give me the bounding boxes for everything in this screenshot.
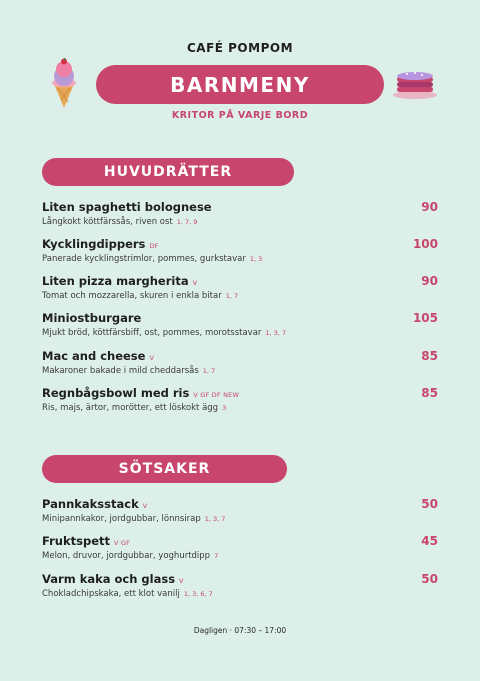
item-price: 50	[421, 572, 438, 586]
item-price: 85	[421, 386, 438, 400]
menu-subtitle: KRITOR PÅ VARJE BORD	[171, 110, 309, 121]
item-name: Liten pizza margherita	[42, 274, 189, 288]
menu-title: BARNMENY	[170, 72, 310, 97]
item-price: 85	[421, 349, 438, 363]
section-title: HUVUDRÄTTER	[103, 164, 233, 180]
item-allergens: 1, 3, 6, 7	[183, 590, 213, 598]
item-allergens: 1, 3, 7	[204, 515, 226, 523]
item-allergens: 1, 3, 7	[265, 329, 287, 337]
menu-item	[42, 307, 438, 338]
menu-item	[42, 382, 438, 413]
item-allergens: 3	[222, 404, 227, 412]
item-tags: V	[192, 279, 198, 287]
item-tags: DF	[149, 242, 159, 250]
item-name: Pannkaksstack	[42, 497, 139, 511]
opening-hours: Dagligen · 07:30 – 17:00	[193, 626, 287, 635]
pancake-stack-icon	[392, 66, 438, 100]
menu-item	[42, 233, 438, 264]
menu-item	[42, 568, 438, 599]
item-name: Varm kaka och glass	[42, 572, 176, 586]
menu-item	[42, 196, 438, 227]
item-price: 45	[421, 534, 438, 548]
ice-cream-icon	[48, 58, 80, 110]
item-price: 90	[421, 274, 438, 288]
item-allergens: 1, 7	[225, 292, 239, 300]
menu-item	[42, 270, 438, 301]
item-description: Ris, majs, ärtor, morötter, ett löskokt ägg	[42, 403, 219, 413]
item-name: Liten spaghetti bolognese	[42, 200, 212, 214]
menu-item	[42, 530, 438, 561]
item-tags: V GF DF NEW	[193, 391, 240, 399]
item-description: Panerade kycklingstrimlor, pommes, gurkstavar	[42, 254, 246, 264]
item-price: 100	[412, 237, 438, 251]
item-description: Minipannkakor, jordgubbar, lönnsirap	[42, 514, 201, 524]
item-price: 50	[421, 497, 438, 511]
item-description: Tomat och mozzarella, skuren i enkla bitar	[42, 291, 222, 301]
item-allergens: 1, 7	[202, 367, 216, 375]
item-tags: V	[149, 354, 155, 362]
item-name: Regnbågsbowl med ris	[42, 386, 190, 400]
item-name: Mac and cheese	[42, 349, 146, 363]
cafe-name: CAFÉ POMPOM	[186, 41, 294, 55]
item-allergens: 7	[214, 552, 219, 560]
item-name: Fruktspett	[42, 534, 110, 548]
section-header-main-courses	[42, 158, 294, 186]
item-description: Långkokt köttfärssås, riven ost	[42, 217, 173, 227]
item-price: 90	[421, 200, 438, 214]
menu-item	[42, 345, 438, 376]
menu-title-banner	[96, 65, 384, 104]
item-tags: V GF	[114, 539, 131, 547]
item-price: 105	[412, 311, 438, 325]
menu-item	[42, 493, 438, 524]
section-header-desserts	[42, 455, 287, 483]
item-allergens: 1, 3	[249, 255, 263, 263]
item-description: Chokladchipskaka, ett klot vanilj	[42, 589, 180, 599]
section-title: SÖTSAKER	[118, 461, 211, 477]
item-allergens: 1, 7, 9	[176, 218, 198, 226]
item-tags: V	[179, 577, 184, 585]
item-description: Makaroner bakade i mild cheddarsås	[42, 366, 199, 376]
item-description: Mjukt bröd, köttfärsbiff, ost, pommes, morotsstavar	[42, 328, 262, 338]
item-name: Miniostburgare	[42, 311, 142, 325]
item-name: Kycklingdippers	[42, 237, 146, 251]
item-description: Melon, druvor, jordgubbar, yoghurtdipp	[42, 551, 211, 561]
item-tags: V	[142, 502, 148, 510]
